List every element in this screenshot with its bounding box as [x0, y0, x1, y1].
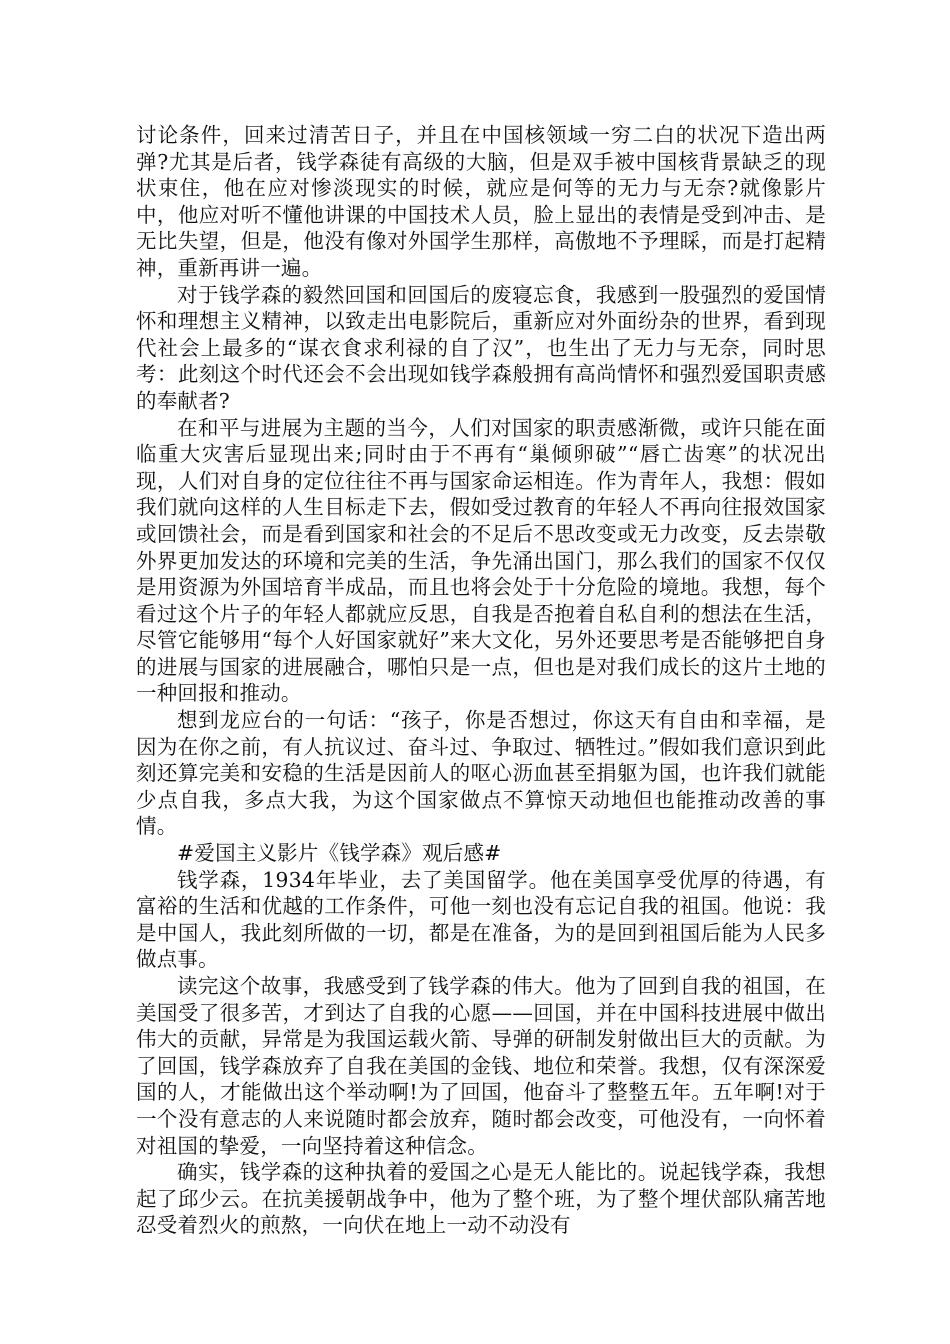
- paragraph: 确实，钱学森的这种执着的爱国之心是无人能比的。说起钱学森，我想起了邱少云。在抗美援朝战争中，他为了整个班，为了整个埋伏部队痛苦地忍受着烈火的煎熬，一向伏在地上一动不动没有: [136, 1160, 826, 1238]
- document-page: [136, 122, 826, 1239]
- paragraph: 想到龙应台的一句话：“孩子，你是否想过，你这天有自由和幸福，是因为在你之前，有人抗议过、奋斗过、争取过、牺牲过。”假如我们意识到此刻还算完美和安稳的生活是因前人的呕心沥血甚至捐躯为国，也许我们就能少点自我，多点大我，为这个国家做点不算惊天动地但也能推动改善的事情。: [136, 708, 826, 839]
- paragraph: 对于钱学森的毅然回国和回国后的废寝忘食，我感到一股强烈的爱国情怀和理想主义精神，以致走出电影院后，重新应对外面纷杂的世界，看到现代社会上最多的“谋衣食求利禄的自了汉”，也生出了无力与无奈，同时思考：此刻这个时代还会不会出现如钱学森般拥有高尚情怀和强烈爱国职责感的奉献者?: [136, 282, 826, 413]
- paragraph: 在和平与进展为主题的当今，人们对国家的职责感渐微，或许只能在面临重大灾害后显现出来;同时由于不再有“巢倾卵破”“唇亡齿寒”的状况出现，人们对自身的定位往往不再与国家命运相连。作为青年人，我想：假如我们就向这样的人生目标走下去，假如受过教育的年轻人不再向往报效国家或回馈社会，而是看到国家和社会的不足后不思改变或无力改变，反去崇敬外界更加发达的环境和完美的生活，争先涌出国门，那么我们的国家不仅仅是用资源为外国培育半成品，而且也将会处于十分危险的境地。我想，每个看过这个片子的年轻人都就应反思，自我是否抱着自私自利的想法在生活，尽管它能够用“每个人好国家就好”来大文化，另外还要思考是否能够把自身的进展与国家的进展融合，哪怕只是一点，但也是对我们成长的这片土地的一种回报和推动。: [136, 415, 826, 706]
- paragraph: 读完这个故事，我感受到了钱学森的伟大。他为了回到自我的祖国，在美国受了很多苦，才到达了自我的心愿——回国，并在中国科技进展中做出伟大的贡献，异常是为我国运载火箭、导弹的研制发射做出巨大的贡献。为了回国，钱学森放弃了自我在美国的金钱、地位和荣誉。我想，仅有深深爱国的人，才能做出这个举动啊!为了回国，他奋斗了整整五年。五年啊!对于一个没有意志的人来说随时都会放弃，随时都会改变，可他没有，一向怀着对祖国的挚爱，一向坚持着这种信念。: [136, 974, 826, 1158]
- section-heading: #爱国主义影片《钱学森》观后感#: [177, 841, 502, 866]
- paragraph: 钱学森，1934年毕业，去了美国留学。他在美国享受优厚的待遇，有富裕的生活和优越的工作条件，可他一刻也没有忘记自我的祖国。他说：我是中国人，我此刻所做的一切，都是在准备，为的是回到祖国后能为人民多做点事。: [136, 867, 826, 972]
- paragraph-continuation: 讨论条件，回来过清苦日子，并且在中国核领域一穷二白的状况下造出两弹?尤其是后者，钱学森徒有高级的大脑，但是双手被中国核背景缺乏的现状束住，他在应对惨淡现实的时候，就应是何等的无力与无奈?就像影片中，他应对听不懂他讲课的中国技术人员，脸上显出的表情是受到冲击、是无比失望，但是，他没有像对外国学生那样，高傲地不予理睬，而是打起精神，重新再讲一遍。: [136, 123, 826, 280]
